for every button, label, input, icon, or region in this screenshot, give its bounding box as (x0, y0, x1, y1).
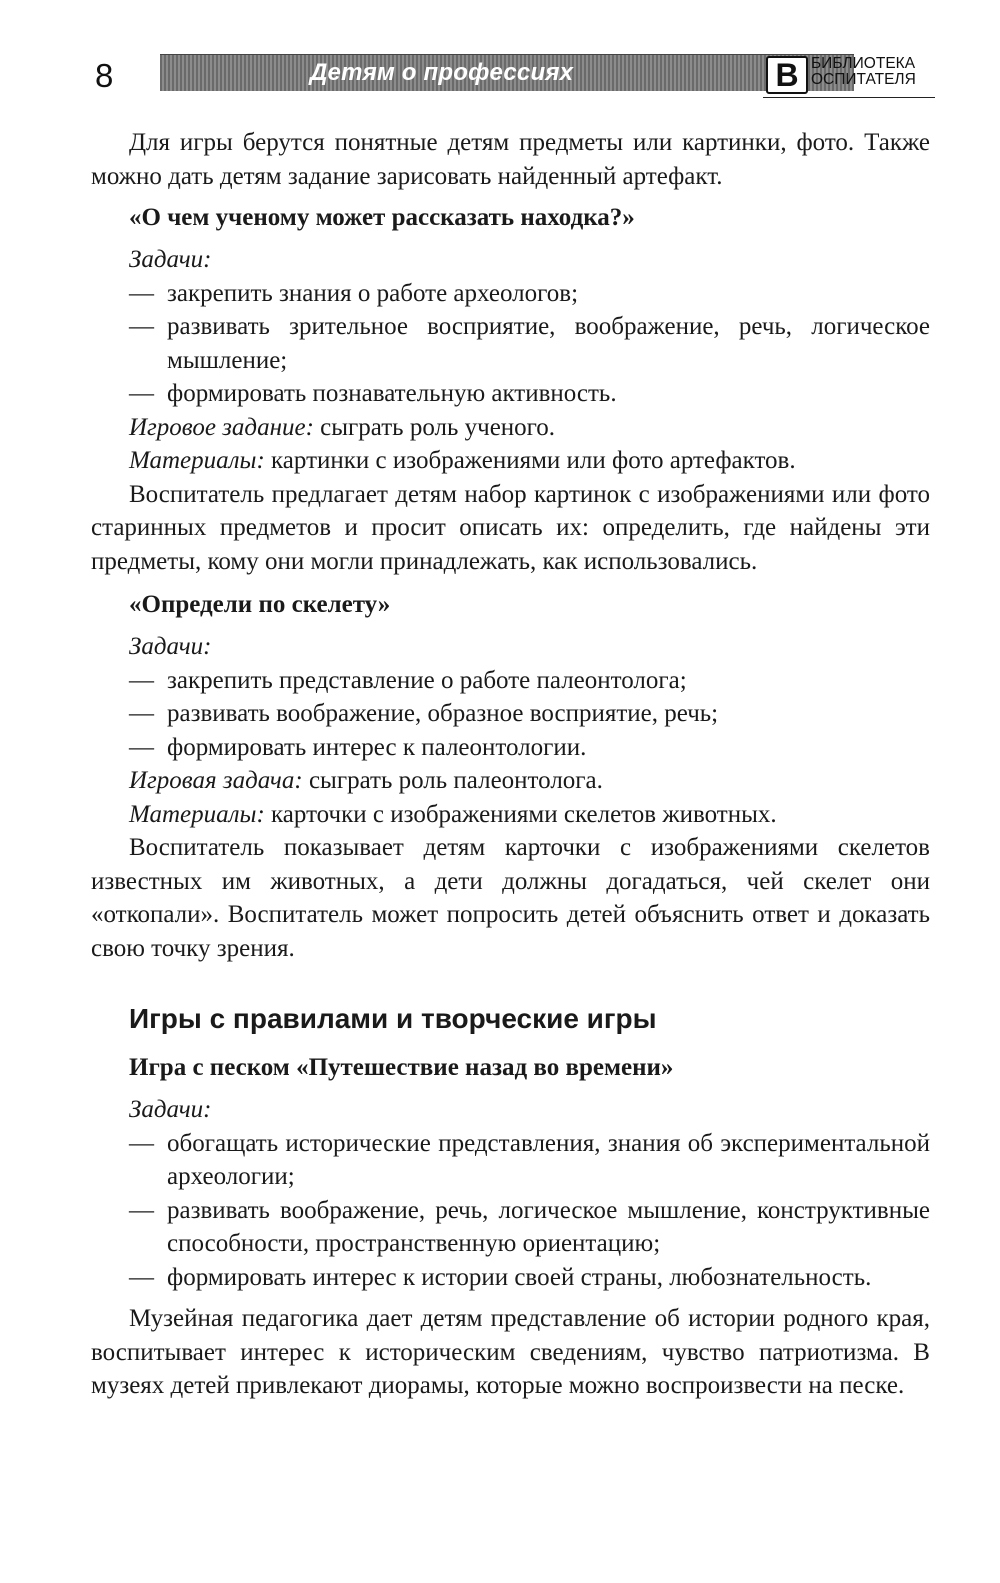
game1-title: «О чем ученому может рассказать находка?» (129, 204, 635, 231)
list-item: — формировать интерес к палеонтологии. (91, 731, 930, 765)
game3-description: Музейная педагогика дает детям представление об истории родного края, воспитывает интерес к историческим сведениям, чувство патриотизма. В музеях детей привлекают диорамы, которые можно воспроизвести на песке. (91, 1305, 930, 1399)
section-title: Игры с правилами и творческие игры (129, 1003, 657, 1034)
series-logo-letter: В (766, 56, 808, 94)
header-rule (763, 97, 935, 98)
game1-materials-label: Материалы: (129, 447, 265, 474)
game2-goal (91, 764, 930, 798)
game2-materials-label: Материалы: (129, 800, 265, 828)
list-item: — закрепить представление о работе палеонтолога; (91, 664, 930, 698)
game2-tasks-label: Задачи: (129, 633, 212, 660)
running-title: Детям о профессиях (310, 59, 574, 86)
game3-tasks-list (91, 1127, 930, 1295)
intro-paragraph: Для игры берутся понятные детям предметы или картинки, фото. Также можно дать детям задание зарисовать найденный артефакт. (91, 129, 930, 190)
list-item: — формировать интерес к истории своей страны, любознательность. (91, 1261, 930, 1295)
game2-title: «Определи по скелету» (129, 591, 391, 618)
page-number: 8 (95, 57, 114, 94)
list-item: — развивать воображение, образное восприятие, речь; (91, 697, 930, 731)
series-logo-line2: ОСПИТАТЕЛЯ (811, 71, 916, 88)
page-header (95, 50, 935, 100)
game1-description: Воспитатель предлагает детям набор картинок с изображениями или фото старинных предметов и просит описать их: определить, где найдены эти предметы, кому они могли принадлежать, как использовались. (91, 480, 930, 575)
game1-tasks-list (91, 277, 930, 411)
game2-materials-text: карточки с изображениями скелетов животных. (264, 800, 777, 828)
game1-goal-text: сыграть роль ученого. (313, 413, 556, 441)
list-item: — закрепить знания о работе археологов; (91, 277, 930, 311)
game3-title: Игра с песком «Путешествие назад во времени» (129, 1054, 674, 1081)
list-item: — развивать зрительное восприятие, воображение, речь, логическое мышление; (91, 310, 930, 377)
game1-materials-text: картинки с изображениями или фото артефактов. (264, 447, 796, 474)
game2-description: Воспитатель показывает детям карточки с изображениями скелетов известных им животных, а дети должны догадаться, чей скелет они «откопали». Воспитатель может попросить детей объяснить ответ и доказать свою точку зрения. (91, 834, 930, 962)
game1-tasks-label: Задачи: (129, 246, 212, 273)
series-logo-text (811, 56, 916, 88)
game1-goal-label: Игровое задание: (129, 413, 314, 441)
game2-materials (91, 798, 930, 832)
list-item: — развивать воображение, речь, логическое мышление, конструктивные способности, пространственную ориентацию; (91, 1194, 930, 1261)
game1-goal (91, 411, 930, 445)
game2-tasks-list (91, 664, 930, 765)
page-body (91, 126, 930, 1403)
game2-goal-label: Игровая задача: (129, 767, 303, 794)
game2-goal-text: сыграть роль палеонтолога. (302, 767, 603, 794)
game3-tasks-label: Задачи: (129, 1096, 212, 1123)
list-item: — формировать познавательную активность. (91, 377, 930, 411)
series-logo-line1: БИБЛИОТЕКА (811, 55, 916, 72)
list-item: — обогащать исторические представления, знания об экспериментальной археологии; (91, 1127, 930, 1194)
game1-materials (91, 444, 930, 478)
running-title-bar (160, 54, 854, 91)
